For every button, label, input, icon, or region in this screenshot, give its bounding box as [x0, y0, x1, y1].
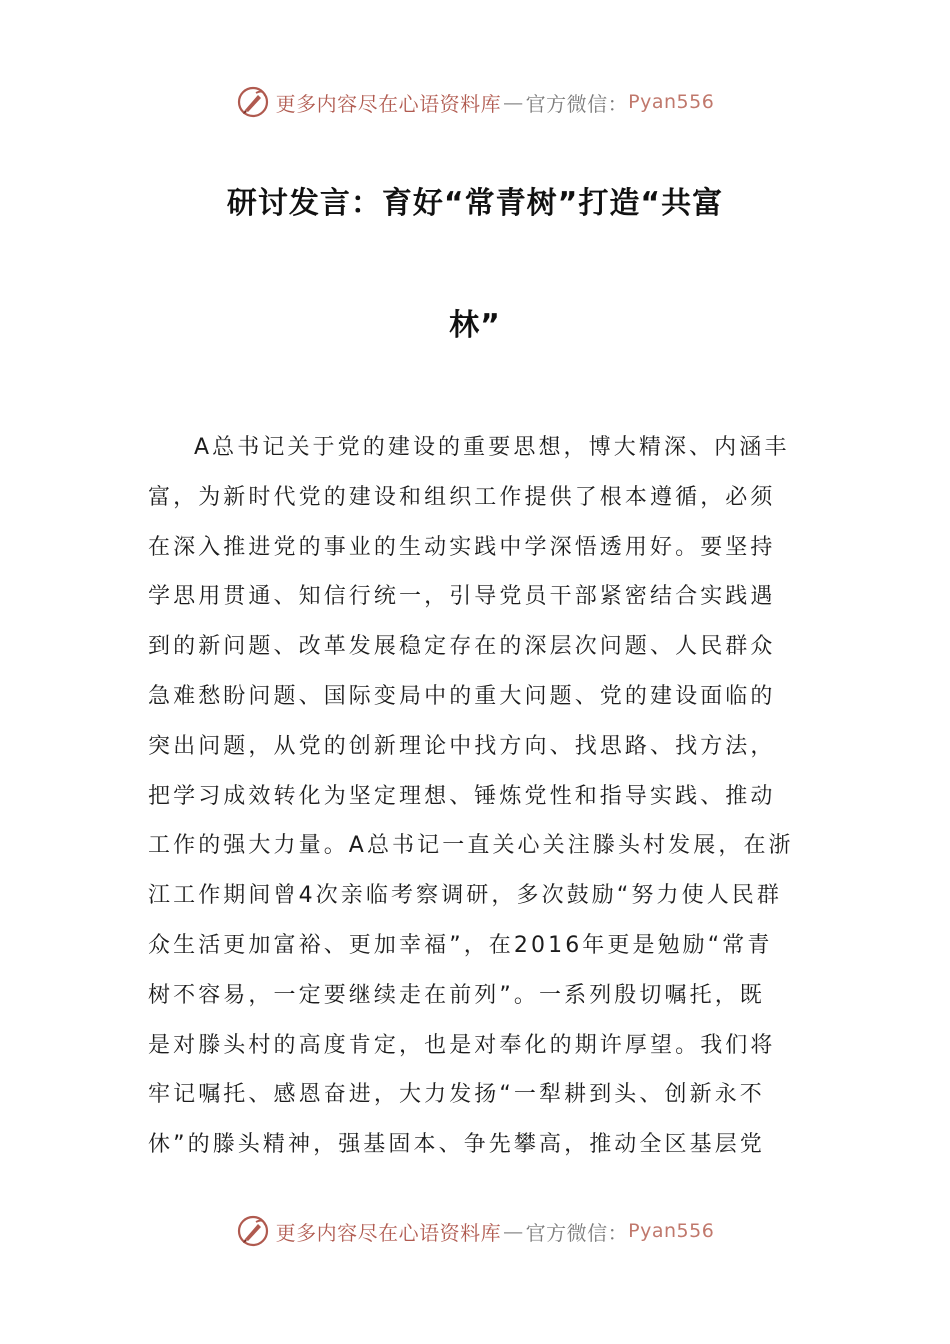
- body-line: 突出问题，从党的创新理论中找方向、找思路、找方法，: [148, 733, 776, 759]
- body-paragraph: [148, 423, 804, 1170]
- body-line: 把学习成效转化为坚定理想、锤炼党性和指导实践、推动: [148, 783, 776, 809]
- body-line: 树不容易，一定要继续走在前列”。一系列殷切嘱托，既: [148, 982, 765, 1008]
- body-line: A总书记关于党的建设的重要思想，博大精深、内涵丰: [194, 435, 790, 460]
- watermark-main-text: 更多内容尽在心语资料库: [275, 1220, 502, 1245]
- body-line: 富，为新时代党的建设和组织工作提供了根本遵循，必须: [148, 484, 776, 510]
- watermark-footer: [0, 1211, 950, 1251]
- watermark-main-text: 更多内容尽在心语资料库: [275, 91, 502, 116]
- body-line: 急难愁盼问题、国际变局中的重大问题、党的建设面临的: [148, 683, 776, 709]
- body-line: 学思用贯通、知信行统一，引导党员干部紧密结合实践遇: [148, 584, 776, 610]
- pen-circle-logo-icon: [236, 85, 270, 119]
- watermark-sub-text: 官方微信：: [525, 91, 629, 116]
- document-title-line-2: 林”: [449, 308, 501, 343]
- body-line: 在深入推进党的事业的生动实践中学深悟透用好。要坚持: [148, 534, 776, 560]
- pen-circle-logo-icon: [236, 1214, 270, 1248]
- body-line: 众生活更加富裕、更加幸福”，在2016年更是勉励“常青: [148, 932, 773, 958]
- body-line: 休”的滕头精神，强基固本、争先攀高，推动全区基层党: [148, 1132, 765, 1158]
- body-line: 工作的强大力量。A总书记一直关心关注滕头村发展，在浙: [148, 833, 794, 859]
- watermark-header: [0, 82, 950, 122]
- watermark-wechat-id: Pyan556: [628, 1220, 715, 1242]
- body-line: 是对滕头村的高度肯定，也是对奉化的期许厚望。我们将: [148, 1032, 776, 1058]
- body-line: 江工作期间曾4次亲临考察调研，多次鼓励“努力使人民群: [148, 883, 782, 909]
- body-line: 到的新问题、改革发展稳定存在的深层次问题、人民群众: [148, 634, 776, 660]
- body-line: 牢记嘱托、感恩奋进，大力发扬“一犁耕到头、创新永不: [148, 1082, 765, 1108]
- watermark-sub-text: 官方微信：: [525, 1220, 629, 1245]
- watermark-wechat-id: Pyan556: [628, 91, 715, 113]
- watermark-dash: —: [503, 90, 524, 114]
- watermark-dash: —: [503, 1219, 524, 1243]
- document-title-line-1: 研讨发言：育好“常青树”打造“共富: [226, 186, 724, 221]
